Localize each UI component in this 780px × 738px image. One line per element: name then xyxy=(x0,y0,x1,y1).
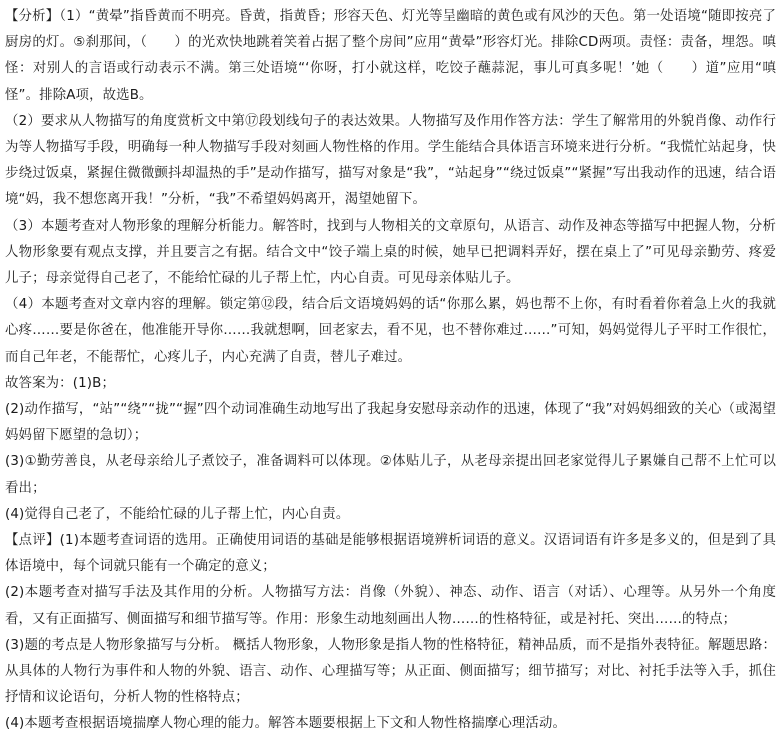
analysis-paragraph-1: 【分析】（1）“黄晕”指昏黄而不明亮。昏黄，指黄昏；形容天色、灯光等呈幽暗的黄色或有风沙的天色。第一处语境“随即按亮了厨房的灯。⑤刹那间，（ ）的光欢快地跳着笑着占据了整个房间”应用“黄晕”形容灯光。排除CD两项。责怪：责备，埋怨。嗔怪：对别人的言语或行动表示不满。第三处语境“‘你呀，打小就这样，吃饺子蘸蒜泥，事儿可真多呢！’她（ ）道”应用“嗔怪”。排除A项，故选B。 xyxy=(5,9,776,103)
answer-line-1: 故答案为：(1)B； xyxy=(5,375,115,391)
comment-paragraph-4: (4)本题考查根据语境揣摩人物心理的能力。解答本题要根据上下文和人物性格揣摩心理活动。 xyxy=(5,716,567,732)
analysis-paragraph-3: （3）本题考查对人物形象的理解分析能力。解答时，找到与人物相关的文章原句，从语言、动作及神态等描写中把握人物，分析人物形象要有观点支撑，并且要言之有据。结合文中“饺子端上桌的时候，她早已把调料弄好，摆在桌上了”可见母亲勤劳、疼爱儿子；母亲觉得自己老了，不能给忙碌的儿子帮上忙，内心自责。可见母亲体贴儿子。 xyxy=(5,218,776,287)
analysis-paragraph-4: （4）本题考查对文章内容的理解。锁定第⑫段，结合后文语境妈妈的话“你那么累，妈也帮不上你，有时看着你着急上火的我就心疼……要是你爸在，他准能开导你……我就想啊，回老家去，看不见，也不替你难过……”可知，妈妈觉得儿子平时工作很忙，而自己年老，不能帮忙，心疼儿子，内心充满了自责，替儿子难过。 xyxy=(5,297,776,365)
answer-line-2: (2)动作描写，“站”“绕”“拢”“握”四个动词准确生动地写出了我起身安慰母亲动作的迅速，体现了“我”对妈妈细致的关心（或渴望妈妈留下愿望的急切）； xyxy=(5,402,776,444)
comment-paragraph-3: (3)题的考点是人物形象描写与分析。 概括人物形象，人物形象是指人物的性格特征，精神品质，而不是指外表特征。解题思路：从具体的人物行为事件和人物的外貌、语言、动作、心理描写等；从正面、侧面描写；细节描写；对比、衬托手法等入手，抓住抒情和议论语句，分析人物的性格特点； xyxy=(5,637,776,706)
analysis-paragraph-2: （2）要求从人物描写的角度赏析文中第⑰段划线句子的表达效果。人物描写及作用作答方法：学生了解常用的外貌肖像、动作行为等人物描写手段，明确每一种人物描写手段对刻画人物性格的作用。学生能结合具体语言环境来进行分析。“我慌忙站起身，快步绕过饭桌，紧握住微微颤抖却温热的手”是动作描写，描写对象是“我”，“站起身”“绕过饭桌”“紧握”写出我动作的迅速，结合语境“妈，我不想您离开我！”分析，“我”不希望妈妈离开，渴望她留下。 xyxy=(5,113,776,208)
answer-line-3: (3)①勤劳善良，从老母亲给儿子煮饺子，准备调料可以体现。②体贴儿子，从老母亲提出回老家觉得儿子累嫌自己帮不上忙可以看出； xyxy=(5,454,776,496)
answer-line-4: (4)觉得自己老了，不能给忙碌的儿子帮上忙，内心自责。 xyxy=(5,506,350,522)
comment-paragraph-1: 【点评】(1)本题考查词语的选用。正确使用词语的基础是能够根据语境辨析词语的意义。汉语词语有许多是多义的，但是到了具体语境中，每个词就只能有一个确定的意义； xyxy=(5,533,776,575)
comment-paragraph-2: (2)本题考查对描写手法及其作用的分析。人物描写方法：肖像（外貌）、神态、动作、语言（对话）、心理等。从另外一个角度看，又有正面描写、侧面描写和细节描写等。作用：形象生动地刻画出人物……的性格特征，或是衬托、突出……的特点； xyxy=(5,585,776,627)
